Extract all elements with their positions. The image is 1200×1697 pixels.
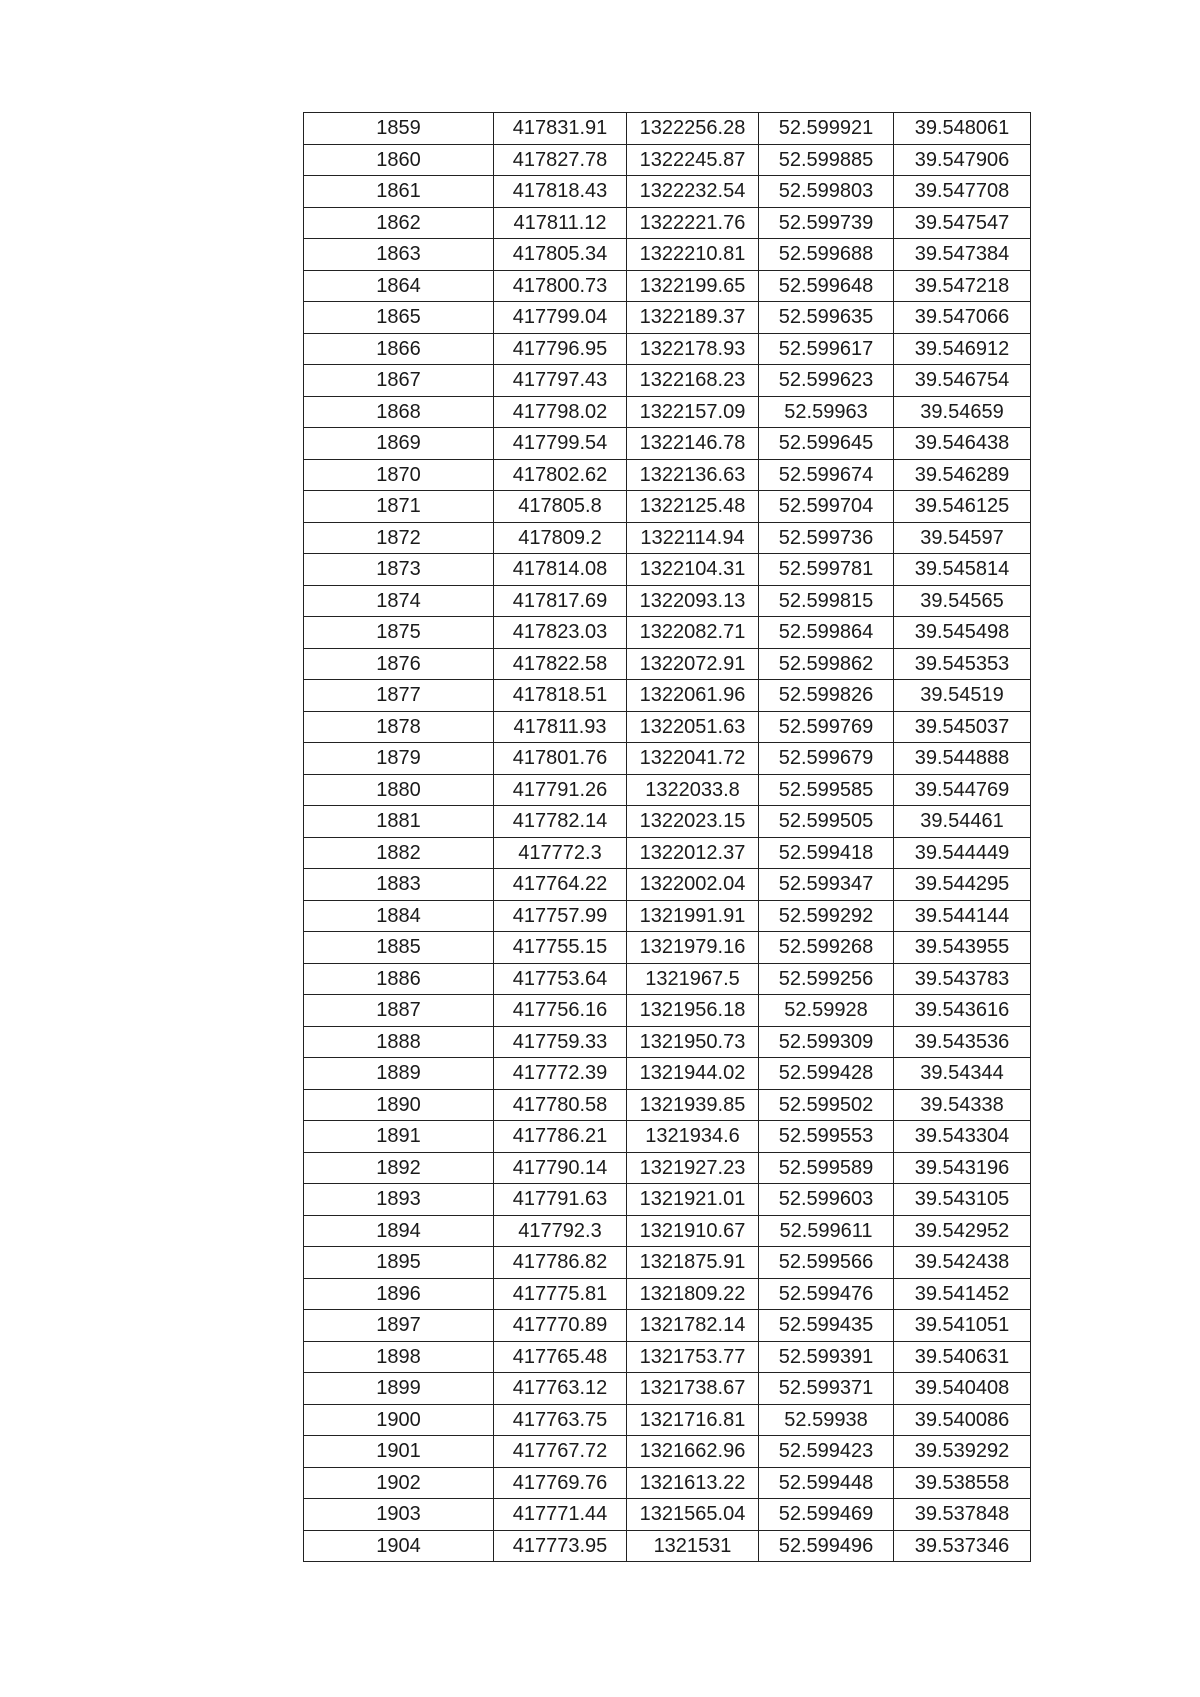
- table-row: [304, 1530, 1031, 1562]
- longitude-cell: 39.541452: [894, 1278, 1031, 1310]
- longitude-cell: 39.541051: [894, 1310, 1031, 1342]
- table-row: [304, 837, 1031, 869]
- point-number-cell: 1886: [304, 963, 494, 995]
- y-coordinate-cell: 1322093.13: [627, 585, 759, 617]
- y-coordinate-cell: 1322136.63: [627, 459, 759, 491]
- x-coordinate-cell: 417786.82: [494, 1247, 627, 1279]
- point-number-cell: 1893: [304, 1184, 494, 1216]
- point-number-cell: 1874: [304, 585, 494, 617]
- longitude-cell: 39.543196: [894, 1152, 1031, 1184]
- y-coordinate-cell: 1322210.81: [627, 239, 759, 271]
- latitude-cell: 52.599371: [759, 1373, 894, 1405]
- longitude-cell: 39.546125: [894, 491, 1031, 523]
- y-coordinate-cell: 1321967.5: [627, 963, 759, 995]
- point-number-cell: 1889: [304, 1058, 494, 1090]
- table-row: [304, 806, 1031, 838]
- y-coordinate-cell: 1321934.6: [627, 1121, 759, 1153]
- latitude-cell: 52.59928: [759, 995, 894, 1027]
- x-coordinate-cell: 417756.16: [494, 995, 627, 1027]
- longitude-cell: 39.546912: [894, 333, 1031, 365]
- latitude-cell: 52.599428: [759, 1058, 894, 1090]
- point-number-cell: 1871: [304, 491, 494, 523]
- table-row: [304, 1215, 1031, 1247]
- point-number-cell: 1862: [304, 207, 494, 239]
- point-number-cell: 1868: [304, 396, 494, 428]
- longitude-cell: 39.546754: [894, 365, 1031, 397]
- point-number-cell: 1898: [304, 1341, 494, 1373]
- table-row: [304, 491, 1031, 523]
- table-row: [304, 1247, 1031, 1279]
- y-coordinate-cell: 1322245.87: [627, 144, 759, 176]
- y-coordinate-cell: 1321875.91: [627, 1247, 759, 1279]
- latitude-cell: 52.599423: [759, 1436, 894, 1468]
- point-number-cell: 1904: [304, 1530, 494, 1562]
- coordinates-table: [303, 112, 1031, 1562]
- x-coordinate-cell: 417811.93: [494, 711, 627, 743]
- x-coordinate-cell: 417773.95: [494, 1530, 627, 1562]
- point-number-cell: 1899: [304, 1373, 494, 1405]
- latitude-cell: 52.599502: [759, 1089, 894, 1121]
- latitude-cell: 52.599505: [759, 806, 894, 838]
- x-coordinate-cell: 417805.34: [494, 239, 627, 271]
- y-coordinate-cell: 1322189.37: [627, 302, 759, 334]
- point-number-cell: 1901: [304, 1436, 494, 1468]
- x-coordinate-cell: 417775.81: [494, 1278, 627, 1310]
- table-row: [304, 774, 1031, 806]
- y-coordinate-cell: 1322256.28: [627, 113, 759, 145]
- y-coordinate-cell: 1321565.04: [627, 1499, 759, 1531]
- table-row: [304, 1278, 1031, 1310]
- y-coordinate-cell: 1322051.63: [627, 711, 759, 743]
- y-coordinate-cell: 1322041.72: [627, 743, 759, 775]
- table-row: [304, 365, 1031, 397]
- latitude-cell: 52.599648: [759, 270, 894, 302]
- table-row: [304, 869, 1031, 901]
- point-number-cell: 1880: [304, 774, 494, 806]
- table-row: [304, 932, 1031, 964]
- point-number-cell: 1859: [304, 113, 494, 145]
- x-coordinate-cell: 417791.26: [494, 774, 627, 806]
- table-row: [304, 585, 1031, 617]
- latitude-cell: 52.599256: [759, 963, 894, 995]
- y-coordinate-cell: 1322178.93: [627, 333, 759, 365]
- point-number-cell: 1902: [304, 1467, 494, 1499]
- point-number-cell: 1896: [304, 1278, 494, 1310]
- latitude-cell: 52.599635: [759, 302, 894, 334]
- y-coordinate-cell: 1322082.71: [627, 617, 759, 649]
- latitude-cell: 52.599864: [759, 617, 894, 649]
- longitude-cell: 39.540408: [894, 1373, 1031, 1405]
- table-row: [304, 113, 1031, 145]
- longitude-cell: 39.540086: [894, 1404, 1031, 1436]
- latitude-cell: 52.599448: [759, 1467, 894, 1499]
- latitude-cell: 52.599435: [759, 1310, 894, 1342]
- table-row: [304, 1026, 1031, 1058]
- latitude-cell: 52.599391: [759, 1341, 894, 1373]
- table-row: [304, 963, 1031, 995]
- x-coordinate-cell: 417769.76: [494, 1467, 627, 1499]
- latitude-cell: 52.599476: [759, 1278, 894, 1310]
- longitude-cell: 39.545037: [894, 711, 1031, 743]
- y-coordinate-cell: 1321927.23: [627, 1152, 759, 1184]
- longitude-cell: 39.54597: [894, 522, 1031, 554]
- y-coordinate-cell: 1321613.22: [627, 1467, 759, 1499]
- latitude-cell: 52.599268: [759, 932, 894, 964]
- latitude-cell: 52.599418: [759, 837, 894, 869]
- longitude-cell: 39.547218: [894, 270, 1031, 302]
- longitude-cell: 39.544144: [894, 900, 1031, 932]
- latitude-cell: 52.599739: [759, 207, 894, 239]
- y-coordinate-cell: 1321809.22: [627, 1278, 759, 1310]
- table-row: [304, 1404, 1031, 1436]
- x-coordinate-cell: 417799.54: [494, 428, 627, 460]
- point-number-cell: 1876: [304, 648, 494, 680]
- x-coordinate-cell: 417763.75: [494, 1404, 627, 1436]
- latitude-cell: 52.599347: [759, 869, 894, 901]
- latitude-cell: 52.599496: [759, 1530, 894, 1562]
- x-coordinate-cell: 417791.63: [494, 1184, 627, 1216]
- table-row: [304, 1467, 1031, 1499]
- x-coordinate-cell: 417802.62: [494, 459, 627, 491]
- longitude-cell: 39.546438: [894, 428, 1031, 460]
- y-coordinate-cell: 1322114.94: [627, 522, 759, 554]
- point-number-cell: 1903: [304, 1499, 494, 1531]
- table-row: [304, 270, 1031, 302]
- longitude-cell: 39.54565: [894, 585, 1031, 617]
- x-coordinate-cell: 417822.58: [494, 648, 627, 680]
- table-row: [304, 1058, 1031, 1090]
- x-coordinate-cell: 417772.39: [494, 1058, 627, 1090]
- longitude-cell: 39.54344: [894, 1058, 1031, 1090]
- longitude-cell: 39.547708: [894, 176, 1031, 208]
- table-row: [304, 648, 1031, 680]
- latitude-cell: 52.599469: [759, 1499, 894, 1531]
- y-coordinate-cell: 1321738.67: [627, 1373, 759, 1405]
- x-coordinate-cell: 417755.15: [494, 932, 627, 964]
- longitude-cell: 39.542952: [894, 1215, 1031, 1247]
- point-number-cell: 1863: [304, 239, 494, 271]
- y-coordinate-cell: 1321716.81: [627, 1404, 759, 1436]
- x-coordinate-cell: 417811.12: [494, 207, 627, 239]
- y-coordinate-cell: 1321944.02: [627, 1058, 759, 1090]
- y-coordinate-cell: 1322023.15: [627, 806, 759, 838]
- table-row: [304, 995, 1031, 1027]
- latitude-cell: 52.599623: [759, 365, 894, 397]
- point-number-cell: 1877: [304, 680, 494, 712]
- point-number-cell: 1884: [304, 900, 494, 932]
- table-row: [304, 1341, 1031, 1373]
- x-coordinate-cell: 417764.22: [494, 869, 627, 901]
- point-number-cell: 1882: [304, 837, 494, 869]
- point-number-cell: 1865: [304, 302, 494, 334]
- table-row: [304, 617, 1031, 649]
- point-number-cell: 1866: [304, 333, 494, 365]
- longitude-cell: 39.54461: [894, 806, 1031, 838]
- latitude-cell: 52.599617: [759, 333, 894, 365]
- y-coordinate-cell: 1322168.23: [627, 365, 759, 397]
- x-coordinate-cell: 417800.73: [494, 270, 627, 302]
- point-number-cell: 1900: [304, 1404, 494, 1436]
- x-coordinate-cell: 417767.72: [494, 1436, 627, 1468]
- x-coordinate-cell: 417790.14: [494, 1152, 627, 1184]
- y-coordinate-cell: 1322033.8: [627, 774, 759, 806]
- y-coordinate-cell: 1322061.96: [627, 680, 759, 712]
- x-coordinate-cell: 417823.03: [494, 617, 627, 649]
- x-coordinate-cell: 417831.91: [494, 113, 627, 145]
- y-coordinate-cell: 1322232.54: [627, 176, 759, 208]
- point-number-cell: 1869: [304, 428, 494, 460]
- x-coordinate-cell: 417818.51: [494, 680, 627, 712]
- latitude-cell: 52.599688: [759, 239, 894, 271]
- y-coordinate-cell: 1322104.31: [627, 554, 759, 586]
- latitude-cell: 52.599736: [759, 522, 894, 554]
- latitude-cell: 52.599603: [759, 1184, 894, 1216]
- table-row: [304, 1373, 1031, 1405]
- y-coordinate-cell: 1322002.04: [627, 869, 759, 901]
- latitude-cell: 52.599611: [759, 1215, 894, 1247]
- point-number-cell: 1875: [304, 617, 494, 649]
- y-coordinate-cell: 1321939.85: [627, 1089, 759, 1121]
- longitude-cell: 39.547906: [894, 144, 1031, 176]
- point-number-cell: 1883: [304, 869, 494, 901]
- longitude-cell: 39.546289: [894, 459, 1031, 491]
- latitude-cell: 52.599585: [759, 774, 894, 806]
- table-row: [304, 333, 1031, 365]
- x-coordinate-cell: 417780.58: [494, 1089, 627, 1121]
- longitude-cell: 39.543955: [894, 932, 1031, 964]
- x-coordinate-cell: 417797.43: [494, 365, 627, 397]
- y-coordinate-cell: 1322146.78: [627, 428, 759, 460]
- point-number-cell: 1878: [304, 711, 494, 743]
- x-coordinate-cell: 417799.04: [494, 302, 627, 334]
- table-row: [304, 302, 1031, 334]
- table-row: [304, 900, 1031, 932]
- x-coordinate-cell: 417772.3: [494, 837, 627, 869]
- longitude-cell: 39.544769: [894, 774, 1031, 806]
- table-row: [304, 1152, 1031, 1184]
- longitude-cell: 39.543304: [894, 1121, 1031, 1153]
- longitude-cell: 39.544295: [894, 869, 1031, 901]
- longitude-cell: 39.543536: [894, 1026, 1031, 1058]
- point-number-cell: 1888: [304, 1026, 494, 1058]
- longitude-cell: 39.548061: [894, 113, 1031, 145]
- x-coordinate-cell: 417798.02: [494, 396, 627, 428]
- point-number-cell: 1895: [304, 1247, 494, 1279]
- longitude-cell: 39.547547: [894, 207, 1031, 239]
- longitude-cell: 39.537848: [894, 1499, 1031, 1531]
- table-row: [304, 239, 1031, 271]
- latitude-cell: 52.599553: [759, 1121, 894, 1153]
- point-number-cell: 1872: [304, 522, 494, 554]
- longitude-cell: 39.54519: [894, 680, 1031, 712]
- x-coordinate-cell: 417757.99: [494, 900, 627, 932]
- table-row: [304, 396, 1031, 428]
- latitude-cell: 52.599566: [759, 1247, 894, 1279]
- longitude-cell: 39.54659: [894, 396, 1031, 428]
- x-coordinate-cell: 417801.76: [494, 743, 627, 775]
- point-number-cell: 1870: [304, 459, 494, 491]
- y-coordinate-cell: 1321531: [627, 1530, 759, 1562]
- y-coordinate-cell: 1321782.14: [627, 1310, 759, 1342]
- x-coordinate-cell: 417792.3: [494, 1215, 627, 1247]
- point-number-cell: 1881: [304, 806, 494, 838]
- longitude-cell: 39.538558: [894, 1467, 1031, 1499]
- latitude-cell: 52.599309: [759, 1026, 894, 1058]
- point-number-cell: 1879: [304, 743, 494, 775]
- x-coordinate-cell: 417827.78: [494, 144, 627, 176]
- point-number-cell: 1864: [304, 270, 494, 302]
- table-row: [304, 1310, 1031, 1342]
- point-number-cell: 1861: [304, 176, 494, 208]
- longitude-cell: 39.54338: [894, 1089, 1031, 1121]
- table-row: [304, 144, 1031, 176]
- y-coordinate-cell: 1322012.37: [627, 837, 759, 869]
- longitude-cell: 39.544888: [894, 743, 1031, 775]
- table-row: [304, 680, 1031, 712]
- y-coordinate-cell: 1321753.77: [627, 1341, 759, 1373]
- longitude-cell: 39.537346: [894, 1530, 1031, 1562]
- point-number-cell: 1860: [304, 144, 494, 176]
- point-number-cell: 1885: [304, 932, 494, 964]
- x-coordinate-cell: 417796.95: [494, 333, 627, 365]
- table-row: [304, 711, 1031, 743]
- latitude-cell: 52.59938: [759, 1404, 894, 1436]
- y-coordinate-cell: 1322157.09: [627, 396, 759, 428]
- longitude-cell: 39.547066: [894, 302, 1031, 334]
- table-row: [304, 1121, 1031, 1153]
- latitude-cell: 52.599826: [759, 680, 894, 712]
- point-number-cell: 1873: [304, 554, 494, 586]
- longitude-cell: 39.545814: [894, 554, 1031, 586]
- longitude-cell: 39.545353: [894, 648, 1031, 680]
- longitude-cell: 39.543616: [894, 995, 1031, 1027]
- table-row: [304, 1089, 1031, 1121]
- y-coordinate-cell: 1321910.67: [627, 1215, 759, 1247]
- table-row: [304, 428, 1031, 460]
- coordinates-table-body: [304, 113, 1031, 1562]
- latitude-cell: 52.599921: [759, 113, 894, 145]
- point-number-cell: 1894: [304, 1215, 494, 1247]
- latitude-cell: 52.599781: [759, 554, 894, 586]
- x-coordinate-cell: 417753.64: [494, 963, 627, 995]
- longitude-cell: 39.543105: [894, 1184, 1031, 1216]
- longitude-cell: 39.544449: [894, 837, 1031, 869]
- x-coordinate-cell: 417765.48: [494, 1341, 627, 1373]
- latitude-cell: 52.599769: [759, 711, 894, 743]
- y-coordinate-cell: 1322199.65: [627, 270, 759, 302]
- table-row: [304, 1184, 1031, 1216]
- longitude-cell: 39.542438: [894, 1247, 1031, 1279]
- longitude-cell: 39.539292: [894, 1436, 1031, 1468]
- y-coordinate-cell: 1322221.76: [627, 207, 759, 239]
- y-coordinate-cell: 1321956.18: [627, 995, 759, 1027]
- point-number-cell: 1887: [304, 995, 494, 1027]
- y-coordinate-cell: 1321979.16: [627, 932, 759, 964]
- point-number-cell: 1867: [304, 365, 494, 397]
- latitude-cell: 52.599674: [759, 459, 894, 491]
- table-row: [304, 522, 1031, 554]
- point-number-cell: 1897: [304, 1310, 494, 1342]
- x-coordinate-cell: 417771.44: [494, 1499, 627, 1531]
- table-row: [304, 554, 1031, 586]
- latitude-cell: 52.599885: [759, 144, 894, 176]
- x-coordinate-cell: 417770.89: [494, 1310, 627, 1342]
- longitude-cell: 39.540631: [894, 1341, 1031, 1373]
- table-row: [304, 459, 1031, 491]
- x-coordinate-cell: 417805.8: [494, 491, 627, 523]
- y-coordinate-cell: 1322125.48: [627, 491, 759, 523]
- table-row: [304, 743, 1031, 775]
- y-coordinate-cell: 1321991.91: [627, 900, 759, 932]
- y-coordinate-cell: 1321921.01: [627, 1184, 759, 1216]
- latitude-cell: 52.599292: [759, 900, 894, 932]
- latitude-cell: 52.599679: [759, 743, 894, 775]
- table-row: [304, 1436, 1031, 1468]
- longitude-cell: 39.547384: [894, 239, 1031, 271]
- longitude-cell: 39.543783: [894, 963, 1031, 995]
- point-number-cell: 1891: [304, 1121, 494, 1153]
- x-coordinate-cell: 417786.21: [494, 1121, 627, 1153]
- x-coordinate-cell: 417814.08: [494, 554, 627, 586]
- table-row: [304, 207, 1031, 239]
- latitude-cell: 52.599645: [759, 428, 894, 460]
- x-coordinate-cell: 417763.12: [494, 1373, 627, 1405]
- x-coordinate-cell: 417817.69: [494, 585, 627, 617]
- longitude-cell: 39.545498: [894, 617, 1031, 649]
- latitude-cell: 52.599815: [759, 585, 894, 617]
- y-coordinate-cell: 1321950.73: [627, 1026, 759, 1058]
- latitude-cell: 52.599589: [759, 1152, 894, 1184]
- y-coordinate-cell: 1322072.91: [627, 648, 759, 680]
- point-number-cell: 1892: [304, 1152, 494, 1184]
- table-row: [304, 1499, 1031, 1531]
- point-number-cell: 1890: [304, 1089, 494, 1121]
- latitude-cell: 52.599704: [759, 491, 894, 523]
- x-coordinate-cell: 417818.43: [494, 176, 627, 208]
- x-coordinate-cell: 417782.14: [494, 806, 627, 838]
- y-coordinate-cell: 1321662.96: [627, 1436, 759, 1468]
- latitude-cell: 52.59963: [759, 396, 894, 428]
- x-coordinate-cell: 417759.33: [494, 1026, 627, 1058]
- table-row: [304, 176, 1031, 208]
- latitude-cell: 52.599862: [759, 648, 894, 680]
- x-coordinate-cell: 417809.2: [494, 522, 627, 554]
- latitude-cell: 52.599803: [759, 176, 894, 208]
